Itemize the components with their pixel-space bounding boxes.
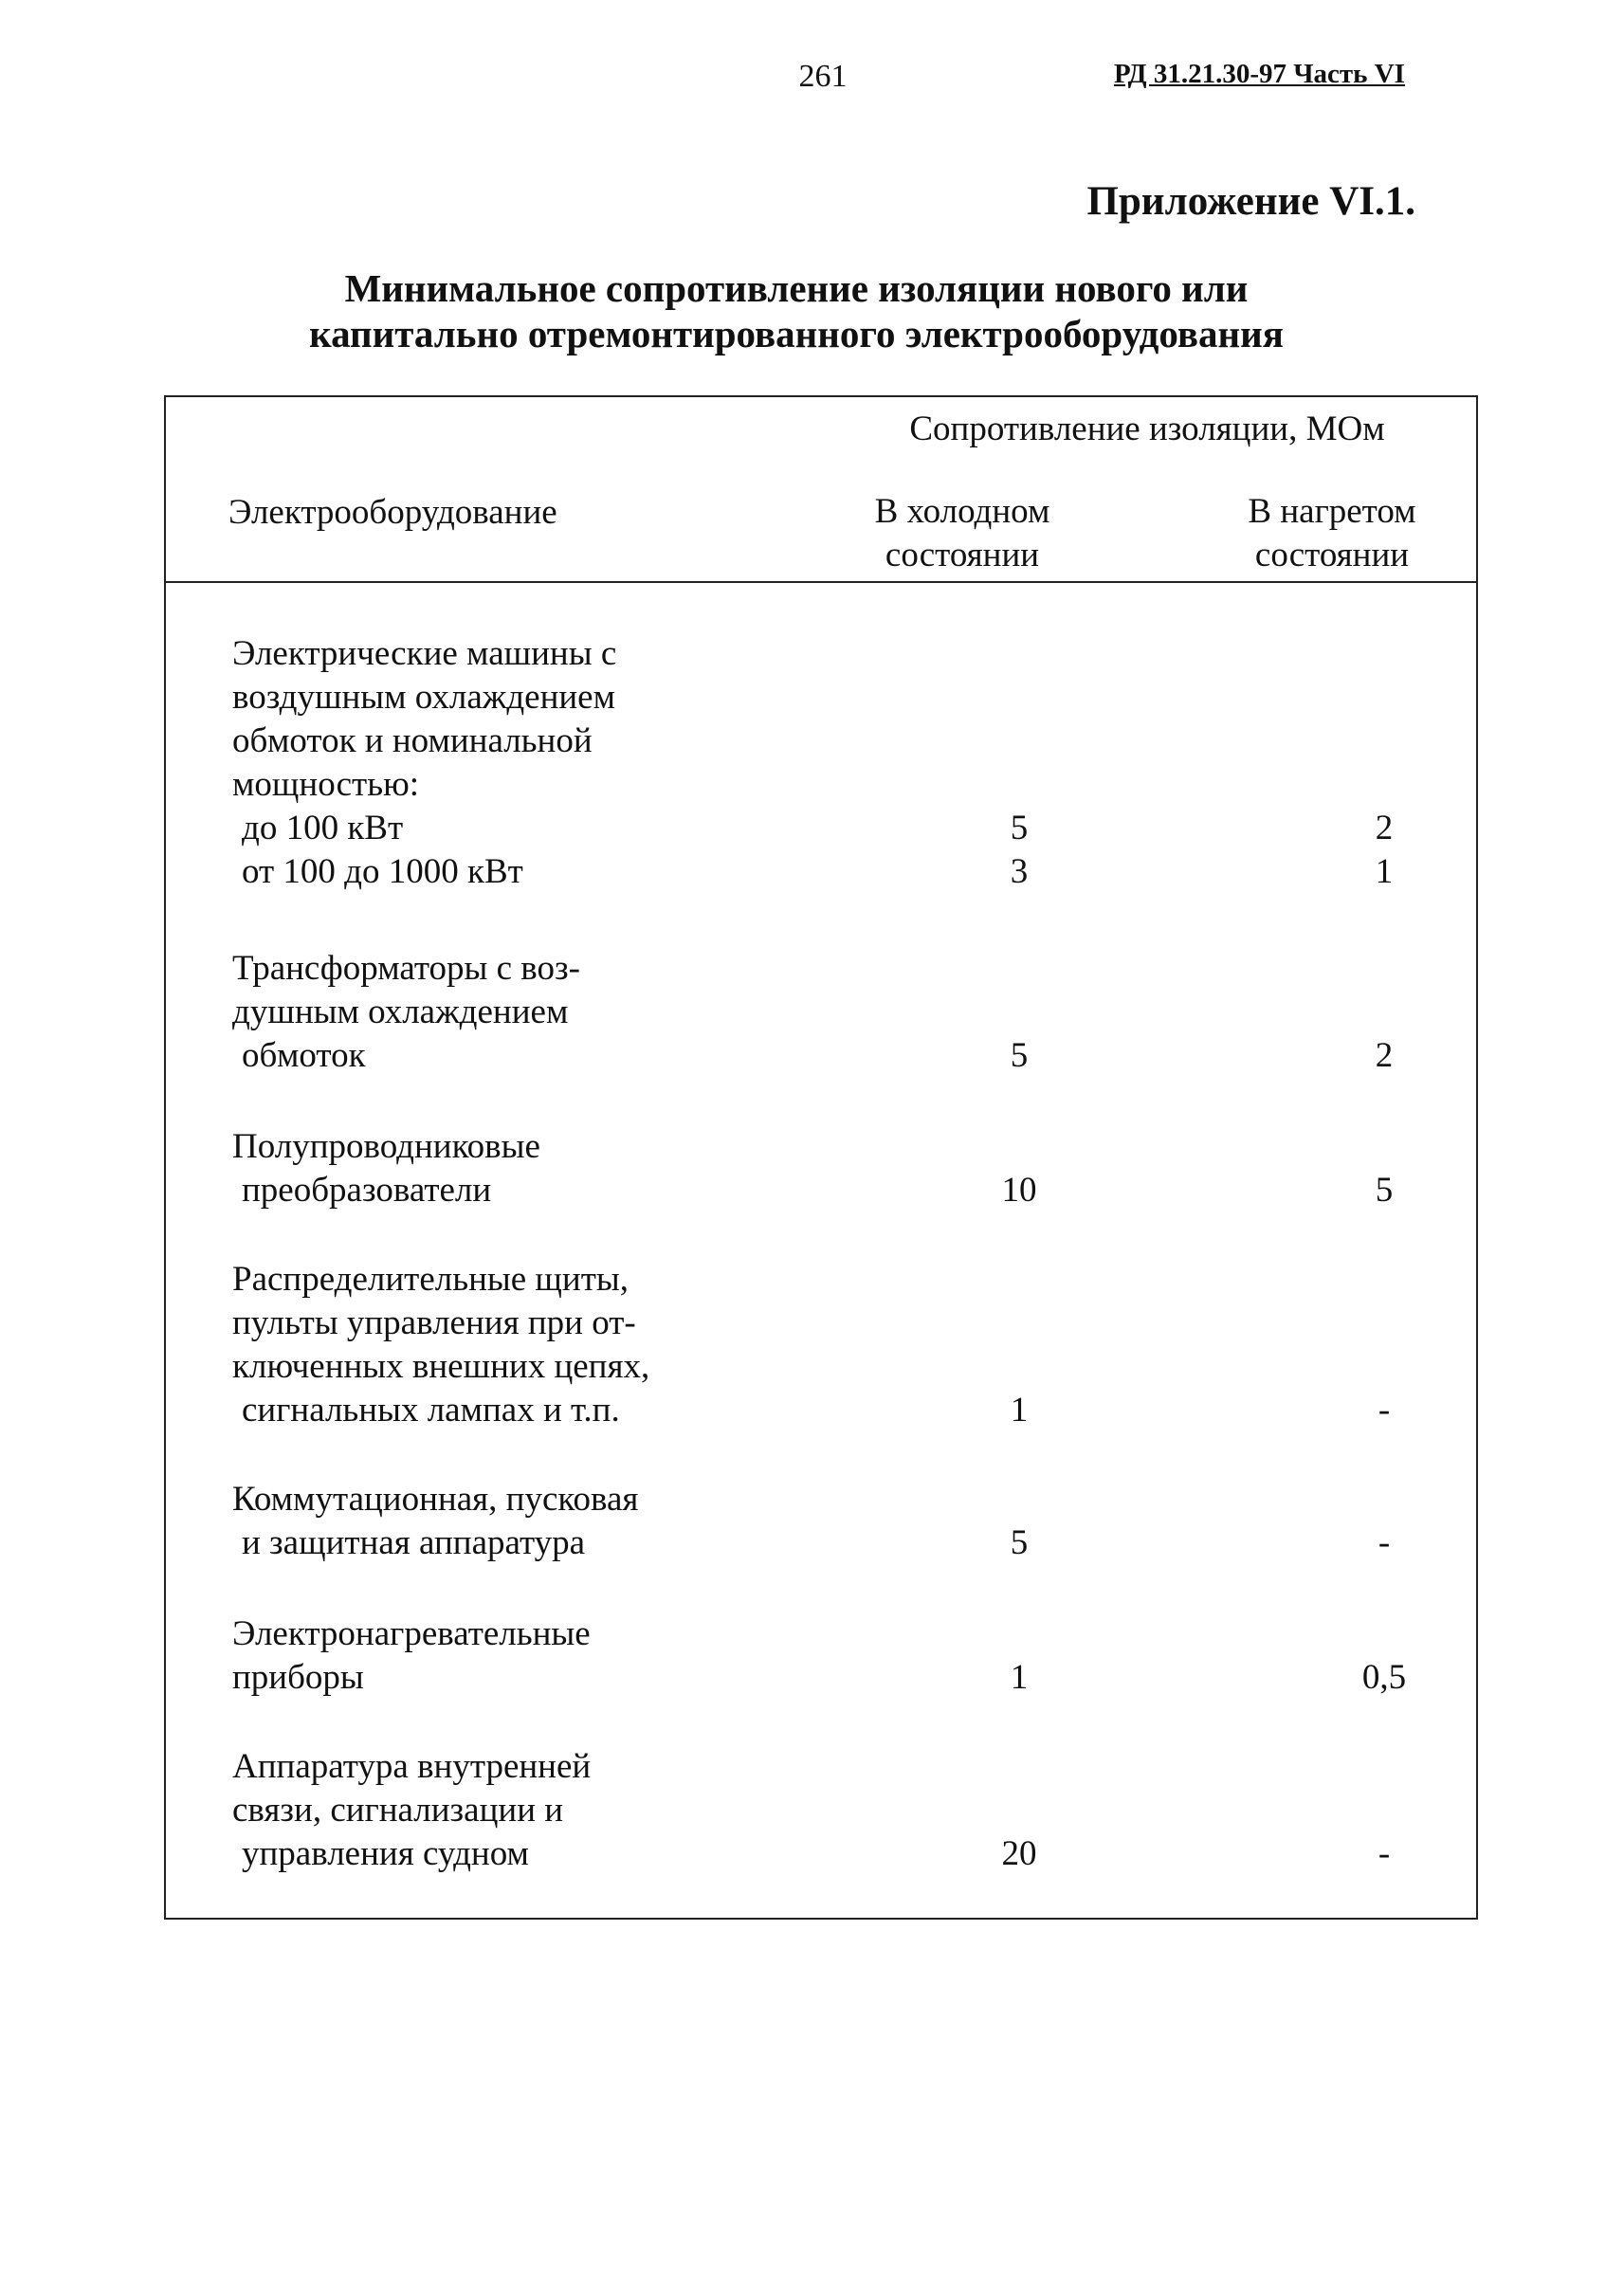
cell-hot: 1 xyxy=(1375,852,1394,891)
row-equipment-line: управления судном xyxy=(242,1834,529,1873)
row-equipment-label xyxy=(232,632,763,807)
column-header-cold-line-1: В холодном xyxy=(874,492,1050,531)
insulation-table xyxy=(164,395,1478,1920)
subrow-label: от 100 до 1000 кВт xyxy=(242,852,523,891)
row-equipment-line: пульты управления при от- xyxy=(232,1303,636,1342)
column-header-cold xyxy=(820,490,1104,577)
subrow-label: до 100 кВт xyxy=(242,809,404,847)
cell-cold: 20 xyxy=(1001,1834,1037,1873)
cell-cold: 3 xyxy=(1010,852,1029,891)
row-equipment-line: и защитная аппаратура xyxy=(242,1523,586,1562)
appendix-title: Приложение VI.1. xyxy=(1086,179,1415,224)
row-equipment-line: мощностью: xyxy=(232,765,420,804)
row-equipment-line: Распределительные щиты, xyxy=(232,1260,630,1299)
cell-hot: 5 xyxy=(1375,1171,1394,1210)
cell-cold: 1 xyxy=(1010,1391,1029,1430)
title-line-2: капитально отремонтированного электрооборудования xyxy=(309,312,1284,355)
row-equipment-line: Полупроводниковые xyxy=(232,1127,540,1166)
document-title xyxy=(161,265,1432,356)
column-header-equipment: Электрооборудование xyxy=(228,493,557,532)
row-equipment-line: сигнальных лампах и т.п. xyxy=(242,1391,620,1430)
column-header-hot xyxy=(1190,490,1474,577)
cell-cold: 5 xyxy=(1010,809,1029,847)
document-code-text: РД 31.21.30-97 Часть VI xyxy=(1114,59,1405,89)
cell-hot: - xyxy=(1378,1391,1391,1430)
row-equipment-line: связи, сигнализации и xyxy=(232,1791,564,1830)
row-equipment-line: преобразователи xyxy=(242,1171,492,1210)
row-equipment-line: Электронагревательные xyxy=(232,1614,591,1653)
cell-hot: 0,5 xyxy=(1361,1658,1407,1697)
cell-hot: 2 xyxy=(1375,809,1394,847)
row-equipment-line: Трансформаторы с воз- xyxy=(232,949,580,988)
row-equipment-label xyxy=(232,1745,763,1876)
resistance-header: Сопротивление изоляции, МОм xyxy=(909,410,1385,448)
cell-hot: - xyxy=(1378,1523,1391,1562)
row-equipment-line: обмоток xyxy=(242,1036,366,1075)
row-equipment-label xyxy=(232,1125,763,1212)
row-equipment-label xyxy=(232,947,763,1078)
header-divider xyxy=(166,581,1476,583)
page-number: 261 xyxy=(798,59,848,94)
row-equipment-label xyxy=(232,1612,763,1700)
row-equipment-line: Коммутационная, пусковая xyxy=(232,1480,639,1519)
row-equipment-label xyxy=(232,1258,763,1432)
column-header-hot-line-2: состоянии xyxy=(1254,536,1410,574)
row-equipment-line: обмоток и номинальной xyxy=(232,721,593,760)
cell-cold: 5 xyxy=(1010,1036,1029,1075)
cell-cold: 1 xyxy=(1010,1658,1029,1697)
cell-cold: 10 xyxy=(1001,1171,1037,1210)
document-code xyxy=(1114,59,1405,90)
cell-cold: 5 xyxy=(1010,1523,1029,1562)
column-header-hot-line-1: В нагретом xyxy=(1248,492,1416,531)
row-equipment-line: приборы xyxy=(232,1658,364,1697)
row-equipment-line: воздушным охлаждением xyxy=(232,678,616,717)
row-equipment-line: душным охлаждением xyxy=(232,993,569,1031)
cell-hot: 2 xyxy=(1375,1036,1394,1075)
row-equipment-label xyxy=(232,1478,763,1565)
row-equipment-line: Аппаратура внутренней xyxy=(232,1747,592,1786)
row-equipment-line: ключенных внешних цепях, xyxy=(232,1347,650,1386)
row-equipment-line: Электрические машины с xyxy=(232,634,617,673)
cell-hot: - xyxy=(1378,1834,1391,1873)
title-line-1: Минимальное сопротивление изоляции нового или xyxy=(344,266,1249,310)
column-header-cold-line-2: состоянии xyxy=(885,536,1040,574)
